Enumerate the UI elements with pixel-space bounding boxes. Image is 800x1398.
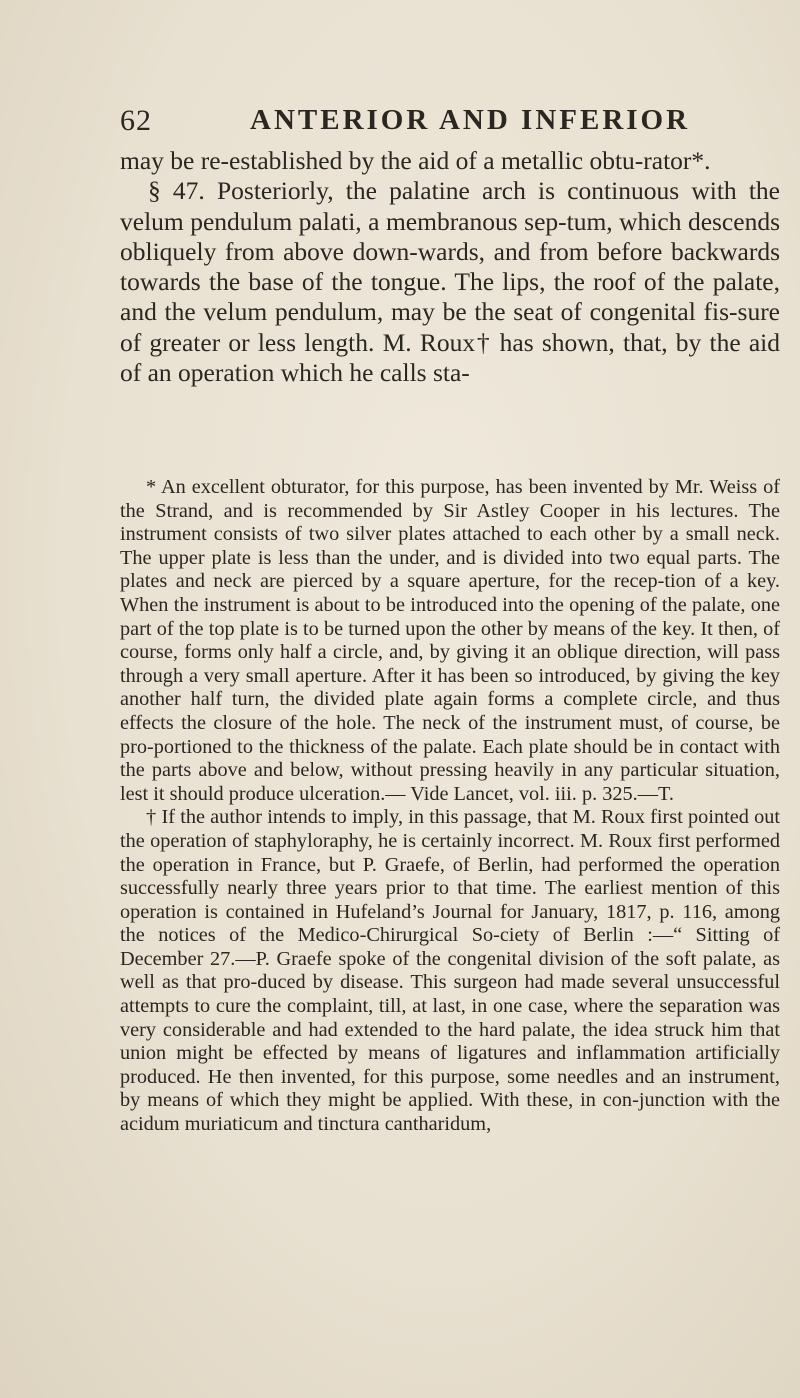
paragraph-continued: may be re-established by the aid of a metallic obtu-rator*. xyxy=(120,146,711,175)
footnote-asterisk: * An excellent obturator, for this purpose, has been invented by Mr. Weiss of the Strand, and is recommended by Sir Astley Cooper in his lectures. The instrument consists of two silver plates attached to each other by a small neck. The upper plate is less than the under, and is divided into two equal parts. The plates and neck are pierced by a square aperture, for the recep-tion of a key. When the instrument is about to be introduced into the opening of the palate, one part of the top plate is to be turned upon the other by means of the key. It then, of course, forms only half a circle, and, by giving it an oblique direction, will pass through a very small aperture. After it has been so introduced, by giving the key another half turn, the divided plate again forms a complete circle, and thus effects the closure of the hole. The neck of the instrument must, of course, be pro-portioned to the thickness of the palate. Each plate should be in contact with the parts above and below, without pressing heavily in any particular situation, lest it should produce ulceration.— Vide Lancet, vol. iii. p. 325.—T. xyxy=(120,476,780,805)
footnotes xyxy=(120,476,780,1137)
page-number: 62 xyxy=(120,104,152,137)
footnote-dagger: † If the author intends to imply, in this passage, that M. Roux first pointed out the operation of staphyloraphy, he is certainly incorrect. M. Roux first performed the operation in France, but P. Graefe, of Berlin, had performed the operation successfully nearly three years prior to that time. The earliest mention of this operation is contained in Hufeland’s Journal for January, 1817, p. 116, among the notices of the Medico-Chirurgical So-ciety of Berlin :—“ Sitting of December 27.—P. Graefe spoke of the congenital division of the soft palate, as well as that pro-duced by disease. This surgeon had made several unsuccessful attempts to cure the complaint, till, at last, in one case, where the separation was very considerable and had extended to the hard palate, the idea struck him that union might be effected by means of ligatures and inflammation artificially produced. He then invented, for this purpose, some needles and an instrument, by means of which they might be applied. With these, in con-junction with the acidum muriaticum and tinctura cantharidum, xyxy=(120,806,780,1136)
running-head: ANTERIOR AND INFERIOR xyxy=(250,104,691,136)
main-text xyxy=(120,146,780,388)
paragraph-section-47: § 47. Posteriorly, the palatine arch is continuous with the velum pendulum palati, a membranous sep-tum, which descends obliquely from above down-wards, and from before backwards towards the base of the tongue. The lips, the roof of the palate, and the velum pendulum, may be the seat of congenital fis-sure of greater or less length. M. Roux† has shown, that, by the aid of an operation which he calls sta- xyxy=(120,176,780,388)
page-header xyxy=(120,104,720,144)
